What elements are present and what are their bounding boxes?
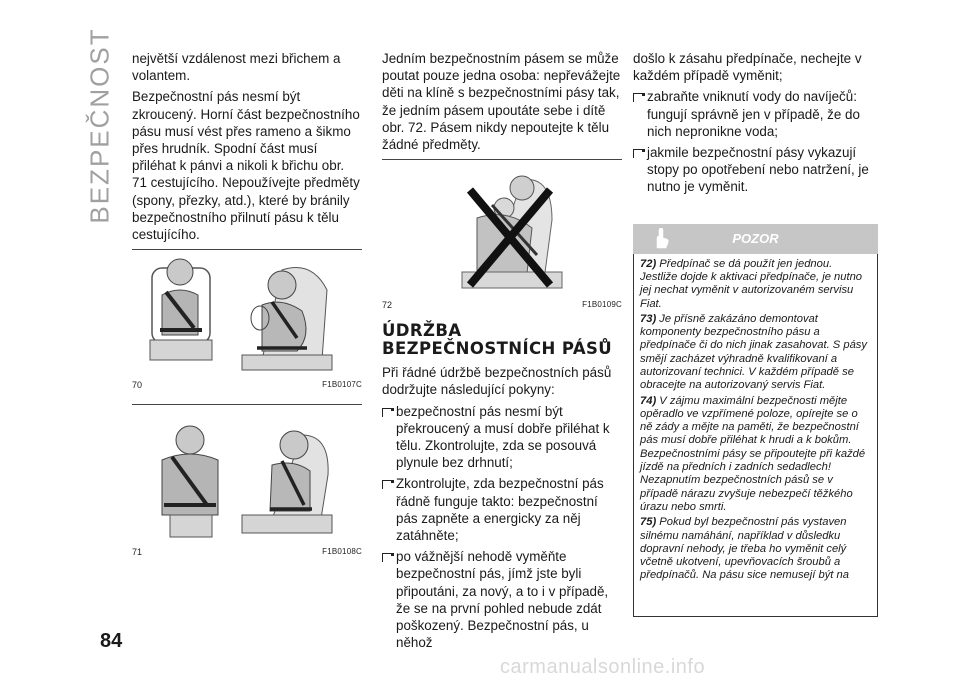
- bullet-icon: [382, 553, 391, 562]
- figure-code: F1B0107C: [322, 380, 362, 390]
- figure-70-illustration: [132, 250, 362, 378]
- watermark: carmanualsonline.info: [500, 656, 706, 678]
- list-item-text: jakmile bezpečnostní pásy vykazují stopy po opotřebení nebo natržení, je nutno je vyměnit.: [647, 145, 869, 195]
- paragraph: Při řádné údržbě bezpečnostních pásů dodržujte následující pokyny:: [382, 365, 612, 398]
- column-1: [132, 50, 362, 557]
- figure-71-illustration: [132, 405, 362, 545]
- warning-text: Předpínač se dá použít jen jednou. Jestliže dojde k aktivaci předpínače, je nutno jej nechat vyměnit v autorizovaném servisu Fiat.: [640, 257, 863, 310]
- figure-code: F1B0108C: [322, 547, 362, 557]
- list-item-text: po vážnější nehodě vyměňte bezpečnostní pás, jímž jste byli připoutáni, za nový, a to i v případě, že se na první pohled nebude zdát poškozený. Bezpečnostní pás, u něhož: [396, 549, 609, 651]
- bullet-icon: [633, 149, 642, 158]
- bullet-icon: [382, 480, 391, 489]
- list-item-text: Zkontrolujte, zda bezpečnostní pás řádně funguje takto: bezpečnostní pás zapněte a energicky za něj zatáhněte;: [396, 476, 604, 544]
- list-item: [382, 548, 622, 655]
- list-item: [633, 88, 878, 144]
- list-item-text: zabraňte vniknutí vody do navíječů: fungují správně jen v případě, že do nich nepronikne voda;: [647, 89, 860, 139]
- list-item-text: bezpečnostní pás nesmí být překroucený a musí dobře přiléhat k tělu. Zkontrolujte, zda se posouvá plynule bez drhnutí;: [396, 403, 610, 471]
- warning-header: [633, 224, 878, 254]
- column-2: [382, 50, 622, 655]
- warning-title: POZOR: [732, 231, 779, 247]
- warning-item: [640, 258, 872, 311]
- warning-hand-icon: [651, 228, 671, 250]
- section-heading: ÚDRŽBA BEZPEČNOSTNÍCH PÁSŮ: [382, 321, 613, 359]
- paragraph: největší vzdálenost mezi břichem a volantem.: [132, 51, 341, 84]
- figure-72-illustration: [382, 160, 622, 298]
- figure-code: F1B0109C: [582, 300, 622, 310]
- warning-number: 72): [640, 257, 657, 270]
- figure-71: [132, 405, 362, 557]
- paragraph: Jedním bezpečnostním pásem se může poutat pouze jedna osoba: nepřevážejte děti na klíně s bezpečnostními pásy tak, že jedním pásem upoutáte sebe i dítě obr. 72. Pásem nikdy nepoutejte k tělu žádné předměty.: [382, 51, 621, 153]
- warning-box: [633, 254, 878, 617]
- list-item: [633, 144, 878, 200]
- warning-number: 75): [640, 516, 657, 529]
- section-title-text: BEZPEČNOST: [84, 26, 115, 224]
- warning-number: 73): [640, 312, 657, 325]
- column-3: [633, 50, 878, 617]
- section-title: [80, 26, 120, 224]
- paragraph: došlo k zásahu předpínače, nechejte v každém případě vyměnit;: [633, 51, 862, 84]
- warning-text: Pokud byl bezpečnostní pás vystaven silnému namáhání, například v důsledku dopravní nehody, je třeba ho vyměnit celý včetně ukotvení, upevňovacích šroubů a předpínačů. Na pásu sice nemusejí být na: [640, 516, 849, 582]
- paragraph: Bezpečnostní pás nesmí být zkroucený. Horní část bezpečnostního pásu musí vést přes rameno a šikmo přes hrudník. Spodní část musí přiléhat k pánvi a nikoli k břichu obr. 71 cestujícího. Nepoužívejte předměty (spony, přezky, atd.), které by bránily bezpečnostního přilnutí pásu k tělu cestujícího.: [132, 89, 360, 243]
- figure-number: 70: [132, 380, 143, 391]
- warning-text: Je přísně zakázáno demontovat komponenty bezpečnostního pásu a předpínače či do nich jinak zasahovat. S pásy smějí zacházet výhradně kvalifikovaní a autorizovaní technici. V každém případě se obracejte na autorizovaný servis Fiat.: [640, 312, 867, 392]
- warning-number: 74): [640, 394, 657, 407]
- figure-number: 72: [382, 300, 393, 311]
- warning-item: [640, 313, 872, 393]
- list-item: [382, 403, 622, 476]
- list-item: [382, 475, 622, 548]
- figure-number: 71: [132, 547, 143, 558]
- figure-70: [132, 250, 362, 390]
- warning-text: V zájmu maximální bezpečnosti mějte opěradlo ve vzpřímené poloze, opírejte se o ně zády a mějte na paměti, že bezpečnostní pás musí dobře přiléhat k hrudi a k bokům. Bezpečnostními pásy se připoutejte při každé jízdě na předních i zadních sedadlech! Nezapnutím bezpečnostních pásů se v případě nárazu zvyšuje nebezpečí těžkého úrazu nebo smrti.: [640, 394, 866, 513]
- warning-item: [640, 395, 872, 515]
- bullet-icon: [382, 408, 391, 417]
- bullet-icon: [633, 93, 642, 102]
- warning-item: [640, 516, 872, 582]
- figure-72: [382, 160, 622, 310]
- page-number: 84: [100, 630, 123, 652]
